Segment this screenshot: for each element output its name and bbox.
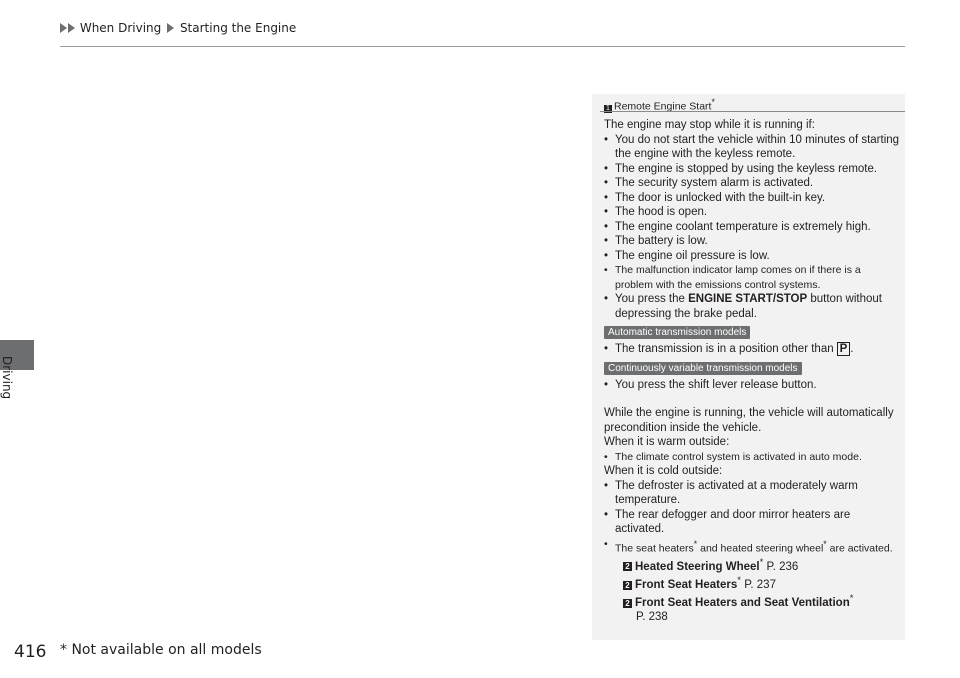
list-item: • The rear defogger and door mirror heaters are activated. — [604, 508, 900, 537]
breadcrumb-header — [60, 18, 905, 47]
side-tab-label: Driving — [0, 356, 14, 400]
double-arrow-icon — [60, 23, 76, 33]
footnote: * Not available on all models — [60, 642, 262, 658]
reference-arrow-icon: 2 — [623, 599, 632, 608]
breadcrumb-starting-engine[interactable]: Starting the Engine — [179, 21, 297, 35]
park-key-icon: P — [837, 342, 851, 356]
asterisk-mark: * — [711, 97, 715, 107]
breadcrumb-when-driving[interactable]: When Driving — [79, 21, 162, 35]
note-marker-icon: 1 — [604, 105, 612, 113]
ref-seat-ventilation-page[interactable]: P. 238 — [636, 611, 668, 624]
list-item-shift-lever: • You press the shift lever release button. — [604, 378, 900, 393]
intro-text: The engine may stop while it is running if: — [604, 119, 815, 131]
list-item-seat-heaters: • The seat heaters* and heated steering wheel* are activated. — [604, 537, 900, 556]
breadcrumb — [60, 21, 296, 36]
sidebar-divider — [600, 111, 905, 112]
list-item: • The security system alarm is activated. — [604, 176, 900, 191]
sidebar-body — [604, 118, 900, 625]
cold-heading: When it is cold outside: — [604, 465, 723, 477]
sidebar-title: 1 Remote Engine Start* — [604, 97, 715, 113]
list-item: • The hood is open. — [604, 205, 900, 220]
ref-heated-steering-wheel[interactable]: 2 Heated Steering Wheel* P. 236 — [604, 556, 900, 574]
list-item-transmission: • The transmission is in a position other than P . — [604, 342, 900, 357]
list-item-press-button: • You press the ENGINE START/STOP button without depressing the brake pedal. — [604, 292, 900, 321]
badge-automatic-transmission: Automatic transmission models — [604, 326, 750, 339]
list-item: • The door is unlocked with the built-in key. — [604, 191, 900, 206]
reference-arrow-icon: 2 — [623, 562, 632, 571]
list-item: • You do not start the vehicle within 10 minutes of starting the engine with the keyless remote. — [604, 133, 900, 162]
page-number: 416 — [14, 642, 47, 662]
running-text: While the engine is running, the vehicle will automatically precondition inside the vehicle. — [604, 407, 894, 434]
list-item: • The engine oil pressure is low. — [604, 249, 900, 264]
badge-cvt: Continuously variable transmission models — [604, 362, 802, 375]
list-item: • The engine coolant temperature is extremely high. — [604, 220, 900, 235]
remote-engine-start-sidebar — [592, 94, 905, 640]
list-item: • The engine is stopped by using the keyless remote. — [604, 162, 900, 177]
arrow-icon — [167, 22, 175, 36]
list-item: • The malfunction indicator lamp comes on if there is a problem with the emissions control systems. — [604, 263, 900, 292]
reference-arrow-icon: 2 — [623, 581, 632, 590]
warm-heading: When it is warm outside: — [604, 436, 730, 448]
ref-seat-ventilation[interactable]: 2 Front Seat Heaters and Seat Ventilation* — [604, 592, 900, 610]
list-item: • The defroster is activated at a moderately warm temperature. — [604, 479, 900, 508]
list-item: • The climate control system is activated in auto mode. — [604, 450, 900, 465]
list-item: • The battery is low. — [604, 234, 900, 249]
ref-front-seat-heaters[interactable]: 2 Front Seat Heaters* P. 237 — [604, 574, 900, 592]
